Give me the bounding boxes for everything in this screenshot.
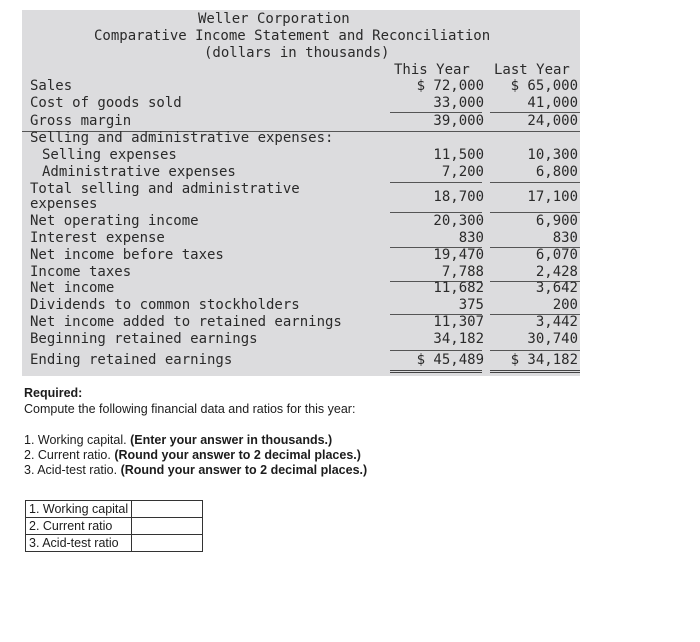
row-net-income [22, 280, 580, 297]
current-ratio-input[interactable] [132, 518, 202, 533]
answer-table [25, 500, 203, 552]
value-last-year: 41,000 [527, 95, 578, 111]
required-label: Required: [24, 386, 83, 400]
row-income-taxes [22, 264, 580, 281]
row-label: Net income added to retained earnings [30, 314, 342, 330]
required-heading [24, 386, 82, 400]
value-this-year: 19,470 [433, 247, 484, 263]
question-item-text: 3. Acid-test ratio. [24, 463, 121, 477]
question-item-note: (Enter your answer in thousands.) [130, 433, 333, 447]
answer-label: 3. Acid-test ratio [26, 535, 132, 552]
row-gross-margin [22, 113, 580, 130]
question-item-3 [24, 463, 367, 477]
row-selling-expenses [22, 147, 580, 164]
value-last-year: 24,000 [527, 113, 578, 129]
row-label: Beginning retained earnings [30, 331, 258, 347]
value-last-year: 17,100 [527, 189, 578, 205]
answer-label: 1. Working capital [26, 501, 132, 518]
company-name: Weller Corporation [198, 11, 350, 27]
question-item-text: 2. Current ratio. [24, 448, 115, 462]
value-last-year: 830 [552, 230, 578, 246]
row-label: expenses [30, 196, 98, 212]
row-label: Dividends to common stockholders [30, 297, 300, 313]
answer-row-current-ratio [26, 518, 203, 535]
question-item-note: (Round your answer to 2 decimal places.) [120, 463, 368, 477]
statement-title: Comparative Income Statement and Reconciliation [94, 28, 491, 44]
row-ending-retained-earnings [22, 352, 580, 369]
row-sales [22, 78, 580, 95]
col-header-this-year: This Year [394, 62, 470, 78]
row-label: Selling expenses [42, 147, 177, 163]
value-last-year: 6,900 [535, 213, 578, 229]
row-cogs [22, 95, 580, 112]
row-admin-expenses [22, 164, 580, 181]
value-last-year: 3,442 [535, 314, 578, 330]
value-this-year: 375 [458, 297, 484, 313]
row-label: Net income [30, 280, 115, 296]
question-item-1 [24, 433, 332, 447]
row-beginning-retained-earnings [22, 331, 580, 348]
row-label: Gross margin [30, 113, 132, 129]
question-item-note: (Round your answer to 2 decimal places.) [114, 448, 361, 462]
value-last-year: $ 65,000 [510, 78, 578, 94]
value-this-year: 39,000 [433, 113, 484, 129]
value-this-year: 20,300 [433, 213, 484, 229]
income-statement [22, 10, 580, 376]
value-last-year: 6,070 [535, 247, 578, 263]
row-label: Cost of goods sold [30, 95, 182, 111]
value-last-year: 200 [552, 297, 578, 313]
working-capital-input[interactable] [132, 501, 202, 516]
acid-test-ratio-input[interactable] [132, 535, 202, 550]
value-this-year: 7,788 [441, 264, 484, 280]
value-this-year: 33,000 [433, 95, 484, 111]
question-item-text: 1. Working capital. [24, 433, 131, 447]
value-this-year: 34,182 [433, 331, 484, 347]
row-sga-header [22, 130, 580, 147]
instruction-text: Compute the following financial data and ratios for this year: [24, 402, 356, 416]
row-interest-expense [22, 230, 580, 247]
value-last-year: $ 34,182 [510, 352, 578, 368]
value-this-year: $ 45,489 [416, 352, 484, 368]
value-this-year: 11,682 [433, 280, 484, 296]
value-this-year: 7,200 [441, 164, 484, 180]
row-label: Ending retained earnings [30, 352, 233, 368]
underline [390, 350, 482, 351]
row-label: Interest expense [30, 230, 165, 246]
row-label: Sales [30, 78, 73, 94]
row-label: Income taxes [30, 264, 132, 280]
answer-cell[interactable] [132, 518, 203, 535]
row-net-operating-income [22, 213, 580, 230]
double-underline [390, 370, 482, 373]
answer-cell[interactable] [132, 501, 203, 518]
value-this-year: 11,307 [433, 314, 484, 330]
row-income-before-taxes [22, 247, 580, 264]
answer-label: 2. Current ratio [26, 518, 132, 535]
row-label: Selling and administrative expenses: [30, 130, 334, 146]
row-total-sga-cont [22, 196, 580, 213]
row-label: Administrative expenses [42, 164, 236, 180]
value-last-year: 2,428 [535, 264, 578, 280]
value-this-year: 830 [458, 230, 484, 246]
value-last-year: 6,800 [535, 164, 578, 180]
row-label: Net operating income [30, 213, 199, 229]
value-this-year: 11,500 [433, 147, 484, 163]
value-last-year: 10,300 [527, 147, 578, 163]
value-last-year: 30,740 [527, 331, 578, 347]
row-label: Total selling and administrative [30, 181, 300, 197]
statement-units: (dollars in thousands) [204, 45, 390, 61]
value-this-year: $ 72,000 [416, 78, 484, 94]
answer-row-acid-test-ratio [26, 535, 203, 552]
value-last-year: 3,642 [535, 280, 578, 296]
question-item-2 [24, 448, 361, 462]
double-underline [490, 370, 580, 373]
row-label: Net income before taxes [30, 247, 224, 263]
col-header-last-year: Last Year [494, 62, 570, 78]
answer-cell[interactable] [132, 535, 203, 552]
row-dividends [22, 297, 580, 314]
underline [490, 350, 580, 351]
row-added-retained-earnings [22, 314, 580, 331]
answer-row-working-capital [26, 501, 203, 518]
value-this-year: 18,700 [433, 189, 484, 205]
